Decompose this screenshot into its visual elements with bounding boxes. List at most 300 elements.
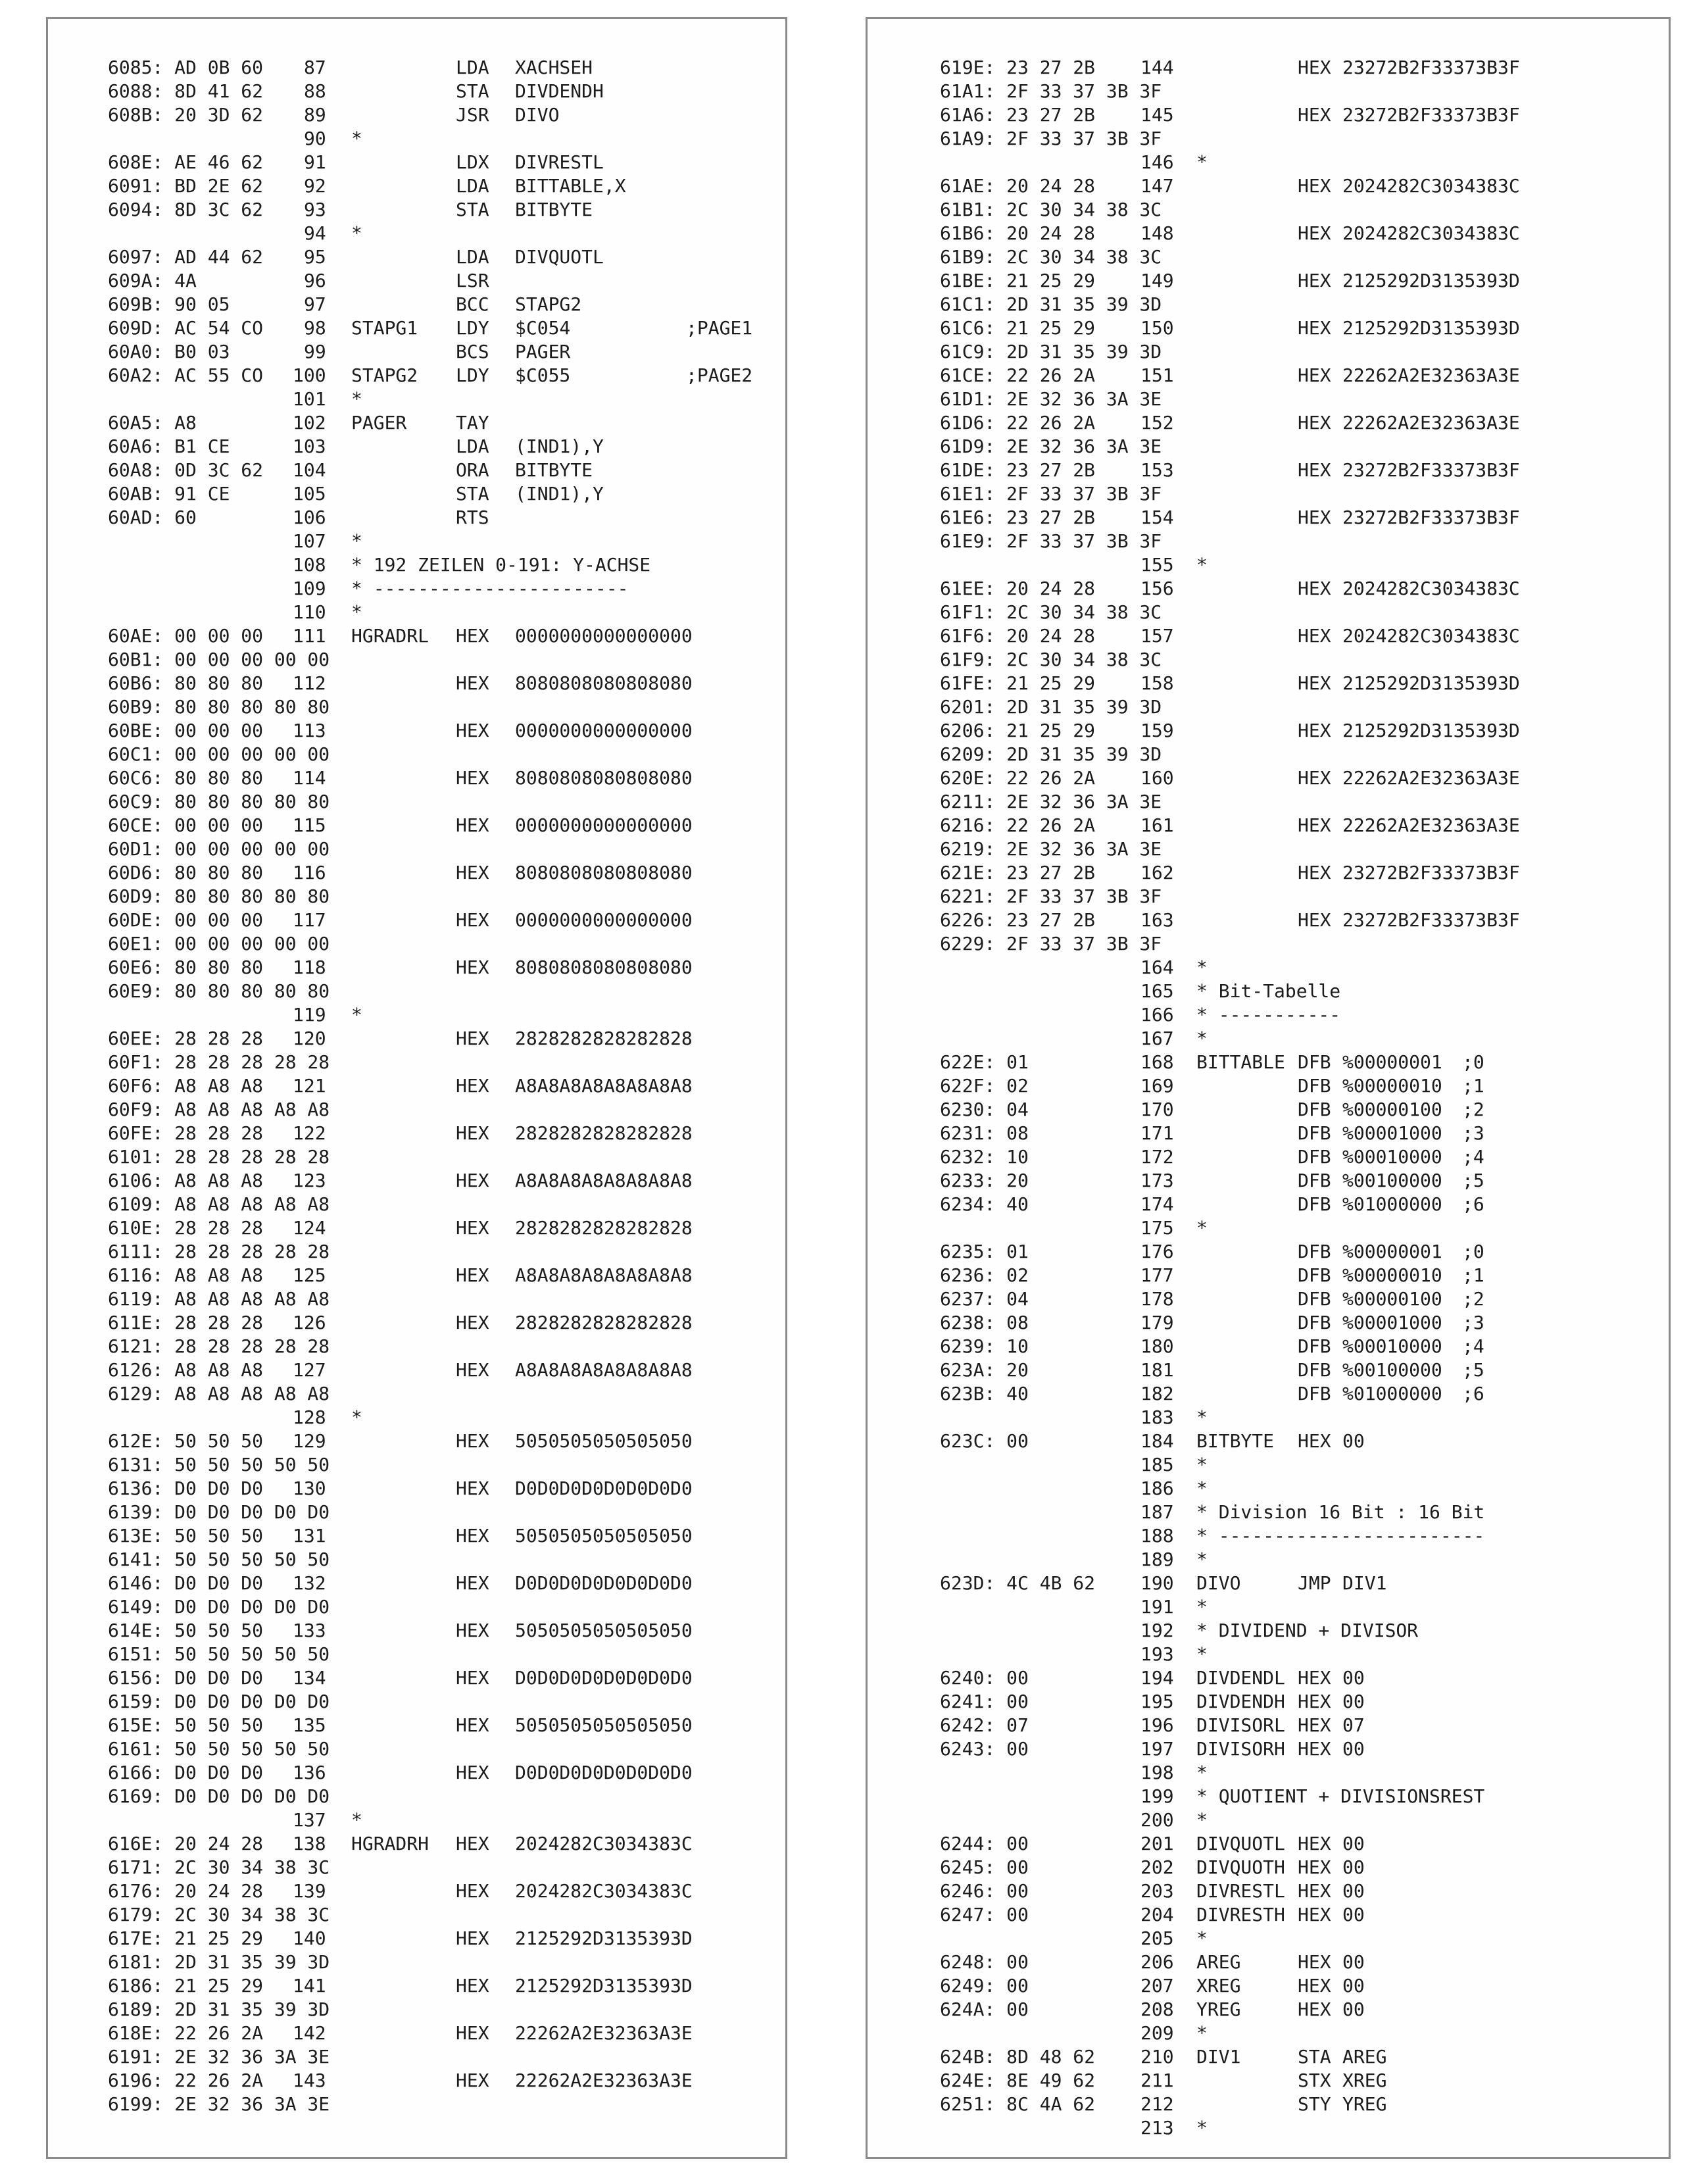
line-number: 193 bbox=[1140, 1643, 1174, 1665]
line-opcode: HEX bbox=[1298, 625, 1331, 647]
line-address: 60CE: 00 00 00 bbox=[108, 814, 264, 836]
line-address: 6171: 2C 30 34 38 3C bbox=[108, 1856, 330, 1878]
line-operand: 2024282C3034383C bbox=[515, 1833, 693, 1854]
line-comment: ;4 bbox=[1462, 1146, 1484, 1168]
line-address: 60F6: A8 A8 A8 bbox=[108, 1075, 264, 1097]
line-address: 6246: 00 bbox=[940, 1880, 1029, 1902]
line-label: * bbox=[1196, 1927, 1208, 1949]
line-opcode: HEX bbox=[1298, 57, 1331, 78]
line-opcode: HEX bbox=[1298, 1714, 1331, 1736]
line-number: 100 bbox=[293, 364, 326, 386]
line-number: 182 bbox=[1140, 1383, 1174, 1404]
line-operand: %01000000 bbox=[1342, 1383, 1442, 1404]
line-opcode: LDA bbox=[456, 246, 489, 268]
line-number: 94 bbox=[304, 222, 326, 244]
line-opcode: DFB bbox=[1298, 1146, 1331, 1168]
line-opcode: DFB bbox=[1298, 1051, 1331, 1073]
line-number: 203 bbox=[1140, 1880, 1174, 1902]
line-operand: YREG bbox=[1342, 2093, 1387, 2115]
line-number: 124 bbox=[293, 1217, 326, 1239]
line-label: * bbox=[1196, 2117, 1208, 2139]
line-label: * ----------------------- bbox=[351, 578, 629, 599]
line-address: 61F6: 20 24 28 bbox=[940, 625, 1096, 647]
line-operand: 00 bbox=[1342, 1691, 1365, 1712]
line-address: 6219: 2E 32 36 3A 3E bbox=[940, 838, 1162, 860]
line-address: 622F: 02 bbox=[940, 1075, 1029, 1097]
line-address: 613E: 50 50 50 bbox=[108, 1525, 264, 1547]
line-label: XREG bbox=[1196, 1975, 1241, 1997]
line-operand: 2828282828282828 bbox=[515, 1028, 693, 1049]
line-opcode: HEX bbox=[1298, 767, 1331, 789]
line-address: 60AE: 00 00 00 bbox=[108, 625, 264, 647]
line-address: 6236: 02 bbox=[940, 1264, 1029, 1286]
line-label: * bbox=[1196, 1477, 1208, 1499]
line-address: 61C6: 21 25 29 bbox=[940, 317, 1096, 339]
line-address: 617E: 21 25 29 bbox=[108, 1927, 264, 1949]
line-number: 107 bbox=[293, 530, 326, 552]
line-opcode: JMP bbox=[1298, 1572, 1331, 1594]
line-operand: 2024282C3034383C bbox=[515, 1880, 693, 1902]
line-operand: D0D0D0D0D0D0D0D0 bbox=[515, 1762, 693, 1783]
line-number: 195 bbox=[1140, 1691, 1174, 1712]
line-address: 61B9: 2C 30 34 38 3C bbox=[940, 246, 1162, 268]
line-operand: 00 bbox=[1342, 1880, 1365, 1902]
line-label: * bbox=[1196, 1596, 1208, 1618]
line-number: 167 bbox=[1140, 1028, 1174, 1049]
line-label: * bbox=[1196, 1762, 1208, 1783]
line-opcode: HEX bbox=[1298, 1833, 1331, 1854]
line-operand: BITTABLE,X bbox=[515, 175, 626, 197]
line-label: * ----------- bbox=[1196, 1004, 1341, 1026]
line-address: 621E: 23 27 2B bbox=[940, 862, 1096, 883]
line-operand: 2125292D3135393D bbox=[1342, 720, 1520, 741]
line-number: 197 bbox=[1140, 1738, 1174, 1760]
line-operand: D0D0D0D0D0D0D0D0 bbox=[515, 1572, 693, 1594]
line-address: 615E: 50 50 50 bbox=[108, 1714, 264, 1736]
line-address: 622E: 01 bbox=[940, 1051, 1029, 1073]
line-address: 6209: 2D 31 35 39 3D bbox=[940, 743, 1162, 765]
line-operand: D0D0D0D0D0D0D0D0 bbox=[515, 1667, 693, 1689]
line-number: 163 bbox=[1140, 909, 1174, 931]
line-label: DIVDENDL bbox=[1196, 1667, 1285, 1689]
line-label: * DIVIDEND + DIVISOR bbox=[1196, 1620, 1419, 1641]
line-number: 200 bbox=[1140, 1809, 1174, 1831]
line-comment: ;1 bbox=[1462, 1075, 1484, 1097]
line-number: 188 bbox=[1140, 1525, 1174, 1547]
line-opcode: HEX bbox=[456, 767, 489, 789]
line-opcode: HEX bbox=[456, 814, 489, 836]
line-address: 6196: 22 26 2A bbox=[108, 2070, 264, 2091]
line-address: 6211: 2E 32 36 3A 3E bbox=[940, 791, 1162, 812]
line-number: 135 bbox=[293, 1714, 326, 1736]
line-number: 127 bbox=[293, 1359, 326, 1381]
line-number: 110 bbox=[293, 601, 326, 623]
line-address: 6251: 8C 4A 62 bbox=[940, 2093, 1096, 2115]
line-label: * bbox=[351, 601, 362, 623]
line-opcode: HEX bbox=[456, 1714, 489, 1736]
line-opcode: BCS bbox=[456, 341, 489, 362]
line-address: 60D1: 00 00 00 00 00 bbox=[108, 838, 330, 860]
line-opcode: HEX bbox=[456, 1477, 489, 1499]
line-operand: BITBYTE bbox=[515, 199, 593, 220]
line-opcode: HEX bbox=[1298, 909, 1331, 931]
line-address: 60FE: 28 28 28 bbox=[108, 1122, 264, 1144]
line-opcode: HEX bbox=[1298, 672, 1331, 694]
line-address: 61A1: 2F 33 37 3B 3F bbox=[940, 80, 1162, 102]
line-number: 102 bbox=[293, 412, 326, 434]
line-address: 60A0: B0 03 bbox=[108, 341, 230, 362]
line-operand: 2125292D3135393D bbox=[1342, 270, 1520, 291]
line-label: STAPG1 bbox=[351, 317, 418, 339]
line-address: 609A: 4A bbox=[108, 270, 197, 291]
line-operand: %00010000 bbox=[1342, 1146, 1442, 1168]
line-address: 60A5: A8 bbox=[108, 412, 197, 434]
line-operand: 00 bbox=[1342, 1951, 1365, 1973]
line-number: 208 bbox=[1140, 1998, 1174, 2020]
line-number: 116 bbox=[293, 862, 326, 883]
line-label: * bbox=[351, 128, 362, 149]
line-opcode: HEX bbox=[1298, 862, 1331, 883]
line-label: * bbox=[1196, 1809, 1208, 1831]
line-address: 6179: 2C 30 34 38 3C bbox=[108, 1904, 330, 1925]
line-address: 6244: 00 bbox=[940, 1833, 1029, 1854]
line-label: DIV1 bbox=[1196, 2046, 1241, 2068]
line-address: 61D1: 2E 32 36 3A 3E bbox=[940, 388, 1162, 410]
line-operand: A8A8A8A8A8A8A8A8 bbox=[515, 1075, 693, 1097]
line-number: 183 bbox=[1140, 1406, 1174, 1428]
line-opcode: TAY bbox=[456, 412, 489, 434]
line-number: 144 bbox=[1140, 57, 1174, 78]
line-number: 205 bbox=[1140, 1927, 1174, 1949]
line-comment: ;3 bbox=[1462, 1122, 1484, 1144]
line-comment: ;6 bbox=[1462, 1383, 1484, 1404]
line-number: 115 bbox=[293, 814, 326, 836]
line-number: 179 bbox=[1140, 1312, 1174, 1333]
line-address: 60BE: 00 00 00 bbox=[108, 720, 264, 741]
line-address: 6249: 00 bbox=[940, 1975, 1029, 1997]
line-label: * bbox=[351, 1809, 362, 1831]
line-opcode: DFB bbox=[1298, 1241, 1331, 1262]
line-address: 624A: 00 bbox=[940, 1998, 1029, 2020]
line-address: 6242: 07 bbox=[940, 1714, 1029, 1736]
line-opcode: HEX bbox=[456, 1572, 489, 1594]
line-operand: %00000010 bbox=[1342, 1075, 1442, 1097]
line-label: * bbox=[1196, 151, 1208, 173]
line-number: 129 bbox=[293, 1430, 326, 1452]
line-address: 60A2: AC 55 CO bbox=[108, 364, 264, 386]
line-address: 6176: 20 24 28 bbox=[108, 1880, 264, 1902]
line-opcode: HEX bbox=[456, 909, 489, 931]
line-address: 6229: 2F 33 37 3B 3F bbox=[940, 933, 1162, 955]
line-operand: 2125292D3135393D bbox=[515, 1975, 693, 1997]
line-address: 60E6: 80 80 80 bbox=[108, 956, 264, 978]
line-number: 171 bbox=[1140, 1122, 1174, 1144]
line-address: 624B: 8D 48 62 bbox=[940, 2046, 1096, 2068]
line-operand: 5050505050505050 bbox=[515, 1430, 693, 1452]
line-operand: 2828282828282828 bbox=[515, 1312, 693, 1333]
line-label: * bbox=[1196, 1643, 1208, 1665]
line-comment: ;5 bbox=[1462, 1359, 1484, 1381]
line-label: * bbox=[1196, 956, 1208, 978]
line-address: 624E: 8E 49 62 bbox=[940, 2070, 1096, 2091]
line-address: 6233: 20 bbox=[940, 1170, 1029, 1191]
line-number: 91 bbox=[304, 151, 326, 173]
line-operand: STAPG2 bbox=[515, 293, 582, 315]
line-opcode: DFB bbox=[1298, 1264, 1331, 1286]
line-opcode: HEX bbox=[456, 1762, 489, 1783]
line-operand: 00 bbox=[1342, 1998, 1365, 2020]
line-opcode: HEX bbox=[456, 1122, 489, 1144]
line-number: 88 bbox=[304, 80, 326, 102]
line-number: 134 bbox=[293, 1667, 326, 1689]
line-number: 104 bbox=[293, 459, 326, 481]
line-number: 174 bbox=[1140, 1193, 1174, 1215]
line-operand: DIV1 bbox=[1342, 1572, 1387, 1594]
line-comment: ;2 bbox=[1462, 1288, 1484, 1310]
line-number: 140 bbox=[293, 1927, 326, 1949]
line-operand: 00 bbox=[1342, 1904, 1365, 1925]
line-label: STAPG2 bbox=[351, 364, 418, 386]
line-opcode: HEX bbox=[456, 1927, 489, 1949]
line-number: 90 bbox=[304, 128, 326, 149]
line-label: AREG bbox=[1196, 1951, 1241, 1973]
line-address: 609B: 90 05 bbox=[108, 293, 230, 315]
line-address: 60EE: 28 28 28 bbox=[108, 1028, 264, 1049]
line-operand: 2125292D3135393D bbox=[1342, 317, 1520, 339]
line-operand: %00000100 bbox=[1342, 1288, 1442, 1310]
line-number: 93 bbox=[304, 199, 326, 220]
line-address: 6199: 2E 32 36 3A 3E bbox=[108, 2093, 330, 2115]
line-label: * 192 ZEILEN 0-191: Y-ACHSE bbox=[351, 554, 651, 576]
line-address: 611E: 28 28 28 bbox=[108, 1312, 264, 1333]
line-operand: %00100000 bbox=[1342, 1170, 1442, 1191]
line-opcode: RTS bbox=[456, 507, 489, 528]
line-address: 619E: 23 27 2B bbox=[940, 57, 1096, 78]
line-number: 173 bbox=[1140, 1170, 1174, 1191]
line-address: 623D: 4C 4B 62 bbox=[940, 1572, 1096, 1594]
line-address: 6226: 23 27 2B bbox=[940, 909, 1096, 931]
line-address: 61F1: 2C 30 34 38 3C bbox=[940, 601, 1162, 623]
line-address: 61FE: 21 25 29 bbox=[940, 672, 1096, 694]
line-address: 61E6: 23 27 2B bbox=[940, 507, 1096, 528]
line-opcode: DFB bbox=[1298, 1383, 1331, 1404]
line-operand: 0000000000000000 bbox=[515, 625, 693, 647]
line-address: 6239: 10 bbox=[940, 1335, 1029, 1357]
line-address: 6230: 04 bbox=[940, 1099, 1029, 1120]
line-number: 120 bbox=[293, 1028, 326, 1049]
line-opcode: HEX bbox=[456, 1075, 489, 1097]
line-operand: 0000000000000000 bbox=[515, 909, 693, 931]
line-opcode: HEX bbox=[456, 1359, 489, 1381]
line-opcode: HEX bbox=[1298, 222, 1331, 244]
line-number: 142 bbox=[293, 2022, 326, 2044]
line-number: 153 bbox=[1140, 459, 1174, 481]
line-address: 61F9: 2C 30 34 38 3C bbox=[940, 649, 1162, 670]
line-address: 60D9: 80 80 80 80 80 bbox=[108, 885, 330, 907]
line-opcode: DFB bbox=[1298, 1170, 1331, 1191]
line-operand: 5050505050505050 bbox=[515, 1714, 693, 1736]
line-number: 118 bbox=[293, 956, 326, 978]
line-number: 87 bbox=[304, 57, 326, 78]
line-operand: 2125292D3135393D bbox=[515, 1927, 693, 1949]
line-operand: 22262A2E32363A3E bbox=[515, 2022, 693, 2044]
line-number: 201 bbox=[1140, 1833, 1174, 1854]
line-number: 99 bbox=[304, 341, 326, 362]
line-opcode: HEX bbox=[1298, 270, 1331, 291]
line-opcode: HEX bbox=[456, 1264, 489, 1286]
line-address: 61CE: 22 26 2A bbox=[940, 364, 1096, 386]
line-opcode: HEX bbox=[456, 1620, 489, 1641]
line-number: 192 bbox=[1140, 1620, 1174, 1641]
line-number: 123 bbox=[293, 1170, 326, 1191]
line-address: 60B1: 00 00 00 00 00 bbox=[108, 649, 330, 670]
line-number: 150 bbox=[1140, 317, 1174, 339]
line-opcode: DFB bbox=[1298, 1193, 1331, 1215]
line-address: 6243: 00 bbox=[940, 1738, 1029, 1760]
line-label: PAGER bbox=[351, 412, 407, 434]
line-label: * bbox=[1196, 1454, 1208, 1476]
line-address: 618E: 22 26 2A bbox=[108, 2022, 264, 2044]
line-opcode: LDY bbox=[456, 317, 489, 339]
line-label: * bbox=[1196, 1217, 1208, 1239]
line-label: * bbox=[1196, 1549, 1208, 1570]
line-operand: (IND1),Y bbox=[515, 483, 604, 505]
line-address: 6186: 21 25 29 bbox=[108, 1975, 264, 1997]
line-address: 6241: 00 bbox=[940, 1691, 1029, 1712]
line-number: 189 bbox=[1140, 1549, 1174, 1570]
line-label: * bbox=[1196, 1406, 1208, 1428]
line-number: 96 bbox=[304, 270, 326, 291]
line-opcode: HEX bbox=[1298, 317, 1331, 339]
line-label: * bbox=[351, 1004, 362, 1026]
line-operand: PAGER bbox=[515, 341, 571, 362]
line-opcode: DFB bbox=[1298, 1099, 1331, 1120]
line-address: 6248: 00 bbox=[940, 1951, 1029, 1973]
line-number: 198 bbox=[1140, 1762, 1174, 1783]
line-number: 114 bbox=[293, 767, 326, 789]
line-address: 6237: 04 bbox=[940, 1288, 1029, 1310]
line-opcode: HEX bbox=[456, 720, 489, 741]
line-operand: 8080808080808080 bbox=[515, 956, 693, 978]
line-address: 6191: 2E 32 36 3A 3E bbox=[108, 2046, 330, 2068]
line-number: 89 bbox=[304, 104, 326, 126]
line-number: 149 bbox=[1140, 270, 1174, 291]
line-opcode: HEX bbox=[1298, 720, 1331, 741]
line-number: 180 bbox=[1140, 1335, 1174, 1357]
line-label: BITTABLE bbox=[1196, 1051, 1285, 1073]
line-opcode: LDA bbox=[456, 435, 489, 457]
line-operand: %00000001 bbox=[1342, 1051, 1442, 1073]
line-address: 61C9: 2D 31 35 39 3D bbox=[940, 341, 1162, 362]
line-address: 6234: 40 bbox=[940, 1193, 1029, 1215]
line-opcode: HEX bbox=[1298, 1691, 1331, 1712]
line-address: 60E9: 80 80 80 80 80 bbox=[108, 980, 330, 1002]
line-address: 60F1: 28 28 28 28 28 bbox=[108, 1051, 330, 1073]
line-number: 212 bbox=[1140, 2093, 1174, 2115]
line-address: 6116: A8 A8 A8 bbox=[108, 1264, 264, 1286]
line-address: 6131: 50 50 50 50 50 bbox=[108, 1454, 330, 1476]
line-number: 137 bbox=[293, 1809, 326, 1831]
line-operand: 2024282C3034383C bbox=[1342, 578, 1520, 599]
line-address: 60C9: 80 80 80 80 80 bbox=[108, 791, 330, 812]
line-label: DIVRESTH bbox=[1196, 1904, 1285, 1925]
line-operand: 0000000000000000 bbox=[515, 720, 693, 741]
line-operand: 2024282C3034383C bbox=[1342, 175, 1520, 197]
line-comment: ;6 bbox=[1462, 1193, 1484, 1215]
line-opcode: HEX bbox=[456, 1975, 489, 1997]
line-opcode: HEX bbox=[456, 862, 489, 883]
line-operand: 00 bbox=[1342, 1975, 1365, 1997]
line-operand: 23272B2F33373B3F bbox=[1342, 459, 1520, 481]
line-label: * bbox=[351, 1406, 362, 1428]
line-opcode: HEX bbox=[1298, 1951, 1331, 1973]
line-number: 175 bbox=[1140, 1217, 1174, 1239]
line-operand: %00001000 bbox=[1342, 1122, 1442, 1144]
line-label: * bbox=[351, 222, 362, 244]
line-opcode: HEX bbox=[456, 1667, 489, 1689]
line-number: 138 bbox=[293, 1833, 326, 1854]
line-operand: 5050505050505050 bbox=[515, 1620, 693, 1641]
line-address: 6240: 00 bbox=[940, 1667, 1029, 1689]
line-operand: 00 bbox=[1342, 1738, 1365, 1760]
line-number: 139 bbox=[293, 1880, 326, 1902]
line-number: 158 bbox=[1140, 672, 1174, 694]
line-number: 211 bbox=[1140, 2070, 1174, 2091]
line-operand: 22262A2E32363A3E bbox=[515, 2070, 693, 2091]
line-number: 146 bbox=[1140, 151, 1174, 173]
line-address: 608B: 20 3D 62 bbox=[108, 104, 264, 126]
line-number: 112 bbox=[293, 672, 326, 694]
line-comment: ;PAGE1 bbox=[686, 317, 753, 339]
line-address: 61EE: 20 24 28 bbox=[940, 578, 1096, 599]
line-operand: 07 bbox=[1342, 1714, 1365, 1736]
line-operand: (IND1),Y bbox=[515, 435, 604, 457]
line-opcode: HEX bbox=[1298, 104, 1331, 126]
line-opcode: STA bbox=[456, 483, 489, 505]
line-number: 131 bbox=[293, 1525, 326, 1547]
line-operand: BITBYTE bbox=[515, 459, 593, 481]
line-address: 6238: 08 bbox=[940, 1312, 1029, 1333]
line-address: 61E9: 2F 33 37 3B 3F bbox=[940, 530, 1162, 552]
line-address: 6085: AD 0B 60 bbox=[108, 57, 264, 78]
line-address: 6169: D0 D0 D0 D0 D0 bbox=[108, 1785, 330, 1807]
line-opcode: STX bbox=[1298, 2070, 1331, 2091]
line-opcode: HEX bbox=[1298, 507, 1331, 528]
line-operand: 22262A2E32363A3E bbox=[1342, 814, 1520, 836]
line-opcode: HEX bbox=[1298, 364, 1331, 386]
line-number: 133 bbox=[293, 1620, 326, 1641]
line-number: 103 bbox=[293, 435, 326, 457]
line-operand: D0D0D0D0D0D0D0D0 bbox=[515, 1477, 693, 1499]
line-opcode: HEX bbox=[456, 1312, 489, 1333]
line-number: 152 bbox=[1140, 412, 1174, 434]
line-operand: 8080808080808080 bbox=[515, 862, 693, 883]
line-address: 6126: A8 A8 A8 bbox=[108, 1359, 264, 1381]
line-operand: A8A8A8A8A8A8A8A8 bbox=[515, 1264, 693, 1286]
line-operand: 8080808080808080 bbox=[515, 767, 693, 789]
line-number: 181 bbox=[1140, 1359, 1174, 1381]
line-label: DIVDENDH bbox=[1196, 1691, 1285, 1712]
line-label: YREG bbox=[1196, 1998, 1241, 2020]
line-operand: %00000010 bbox=[1342, 1264, 1442, 1286]
line-address: 6101: 28 28 28 28 28 bbox=[108, 1146, 330, 1168]
line-address: 60AD: 60 bbox=[108, 507, 197, 528]
line-operand: %00001000 bbox=[1342, 1312, 1442, 1333]
line-number: 191 bbox=[1140, 1596, 1174, 1618]
line-number: 132 bbox=[293, 1572, 326, 1594]
line-number: 213 bbox=[1140, 2117, 1174, 2139]
line-number: 155 bbox=[1140, 554, 1174, 576]
